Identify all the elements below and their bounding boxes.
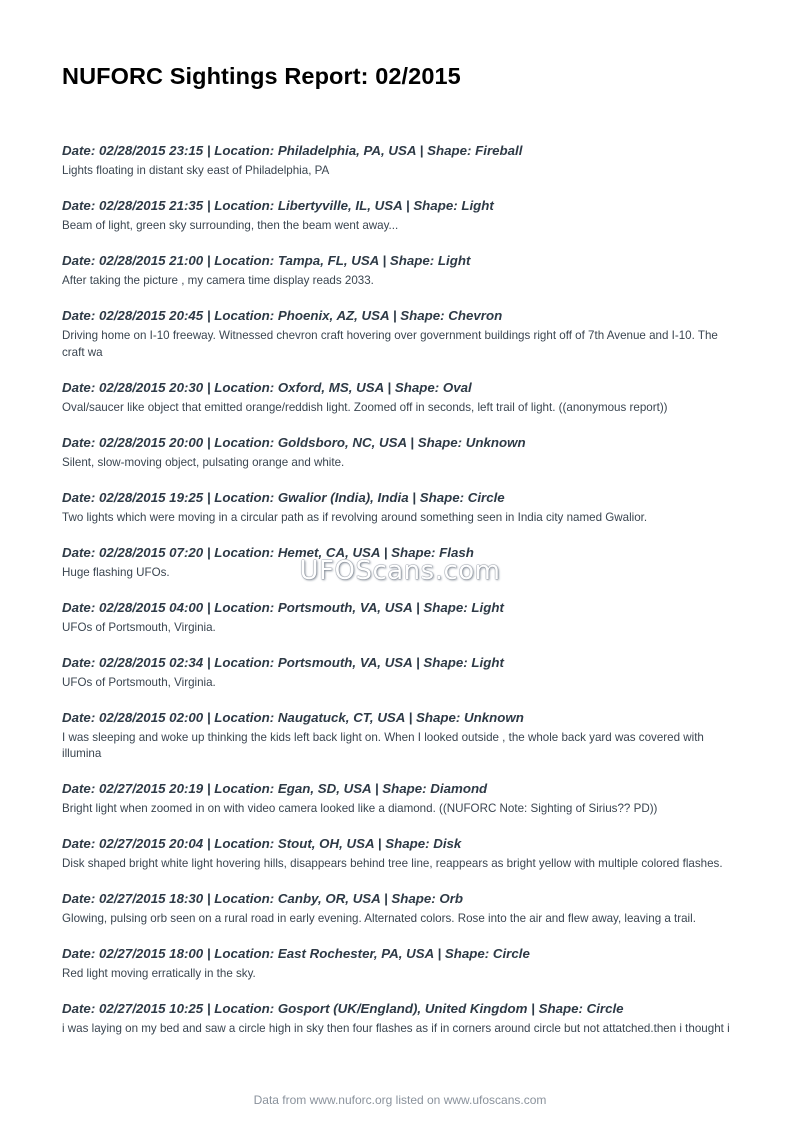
sighting-entry xyxy=(62,654,738,692)
sighting-description: Glowing, pulsing orb seen on a rural road in early evening. Alternated colors. Rose into the air and flew away, leaving a trail. xyxy=(62,912,696,925)
sighting-description: Lights floating in distant sky east of Philadelphia, PA xyxy=(62,164,330,177)
sighting-entry xyxy=(62,835,738,873)
sighting-header: Date: 02/27/2015 18:00 | Location: East Rochester, PA, USA | Shape: Circle xyxy=(62,946,530,961)
sighting-description: Two lights which were moving in a circular path as if revolving around something seen in India city named Gwalior. xyxy=(62,510,648,524)
sighting-entry xyxy=(62,945,738,983)
sighting-entry xyxy=(62,379,738,417)
sighting-description: Red light moving erratically in the sky. xyxy=(62,967,256,980)
sighting-header: Date: 02/28/2015 20:00 | Location: Goldsboro, NC, USA | Shape: Unknown xyxy=(62,434,526,450)
sighting-header: Date: 02/28/2015 19:25 | Location: Gwalior (India), India | Shape: Circle xyxy=(62,489,505,505)
sighting-entry xyxy=(62,599,738,637)
sighting-entry xyxy=(62,890,738,928)
sighting-description: Huge flashing UFOs. xyxy=(62,565,170,579)
sighting-description: Oval/saucer like object that emitted orange/reddish light. Zoomed off in seconds, left trail of light. ((anonymous report)) xyxy=(62,400,668,414)
sighting-description: Silent, slow-moving object, pulsating orange and white. xyxy=(62,455,345,469)
sighting-description: i was laying on my bed and saw a circle high in sky then four flashes as if in corners around circle but not attatched.then i thought i xyxy=(62,1022,730,1035)
sightings-list xyxy=(62,142,738,1055)
watermark: UFOScans.com xyxy=(299,556,501,586)
sighting-entry xyxy=(62,197,738,235)
sighting-header: Date: 02/28/2015 20:45 | Location: Phoenix, AZ, USA | Shape: Chevron xyxy=(62,308,503,323)
sighting-entry xyxy=(62,434,738,472)
sighting-header: Date: 02/28/2015 02:34 | Location: Portsmouth, VA, USA | Shape: Light xyxy=(62,654,504,670)
sighting-header: Date: 02/27/2015 18:30 | Location: Canby, OR, USA | Shape: Orb xyxy=(62,891,464,906)
sighting-description: Disk shaped bright white light hovering hills, disappears behind tree line, reappears as bright yellow with multiple colored flashes. xyxy=(62,857,723,870)
sighting-description: UFOs of Portsmouth, Virginia. xyxy=(62,620,216,634)
sighting-description: After taking the picture , my camera time display reads 2033. xyxy=(62,274,374,287)
sighting-description: UFOs of Portsmouth, Virginia. xyxy=(62,675,216,689)
sighting-description: Beam of light, green sky surrounding, then the beam went away... xyxy=(62,219,399,232)
sighting-header: Date: 02/28/2015 21:35 | Location: Libertyville, IL, USA | Shape: Light xyxy=(62,198,494,213)
sighting-header: Date: 02/28/2015 23:15 | Location: Philadelphia, PA, USA | Shape: Fireball xyxy=(62,143,523,158)
sighting-header: Date: 02/28/2015 02:00 | Location: Naugatuck, CT, USA | Shape: Unknown xyxy=(62,709,524,725)
sighting-description: Driving home on I-10 freeway. Witnessed chevron craft hovering over government buildings right off of 7th Avenue and I-10. The craft wa xyxy=(62,329,718,359)
sighting-entry xyxy=(62,252,738,290)
sighting-entry xyxy=(62,1000,738,1038)
sighting-header: Date: 02/27/2015 20:04 | Location: Stout, OH, USA | Shape: Disk xyxy=(62,836,462,851)
sighting-entry xyxy=(62,307,738,361)
sighting-header: Date: 02/28/2015 21:00 | Location: Tampa, FL, USA | Shape: Light xyxy=(62,253,471,268)
sighting-header: Date: 02/28/2015 07:20 | Location: Hemet, CA, USA | Shape: Flash xyxy=(62,544,474,560)
sighting-entry xyxy=(62,142,738,180)
footer-source-note: Data from www.nuforc.org listed on www.ufoscans.com xyxy=(253,1093,547,1107)
sighting-description: Bright light when zoomed in on with video camera looked like a diamond. ((NUFORC Note: Sighting of Sirius?? PD)) xyxy=(62,802,658,815)
sighting-header: Date: 02/28/2015 20:30 | Location: Oxford, MS, USA | Shape: Oval xyxy=(62,379,472,395)
sighting-entry xyxy=(62,780,738,818)
sighting-entry xyxy=(62,489,738,527)
sighting-entry xyxy=(62,709,738,763)
sighting-header: Date: 02/27/2015 10:25 | Location: Gosport (UK/England), United Kingdom | Shape: Circle xyxy=(62,1001,624,1016)
page-title: NUFORC Sightings Report: 02/2015 xyxy=(62,63,461,89)
sighting-header: Date: 02/28/2015 04:00 | Location: Portsmouth, VA, USA | Shape: Light xyxy=(62,599,504,615)
sighting-header: Date: 02/27/2015 20:19 | Location: Egan, SD, USA | Shape: Diamond xyxy=(62,781,488,796)
sighting-description: I was sleeping and woke up thinking the kids left back light on. When I looked outside , the whole back yard was covered with illumina xyxy=(62,730,704,760)
